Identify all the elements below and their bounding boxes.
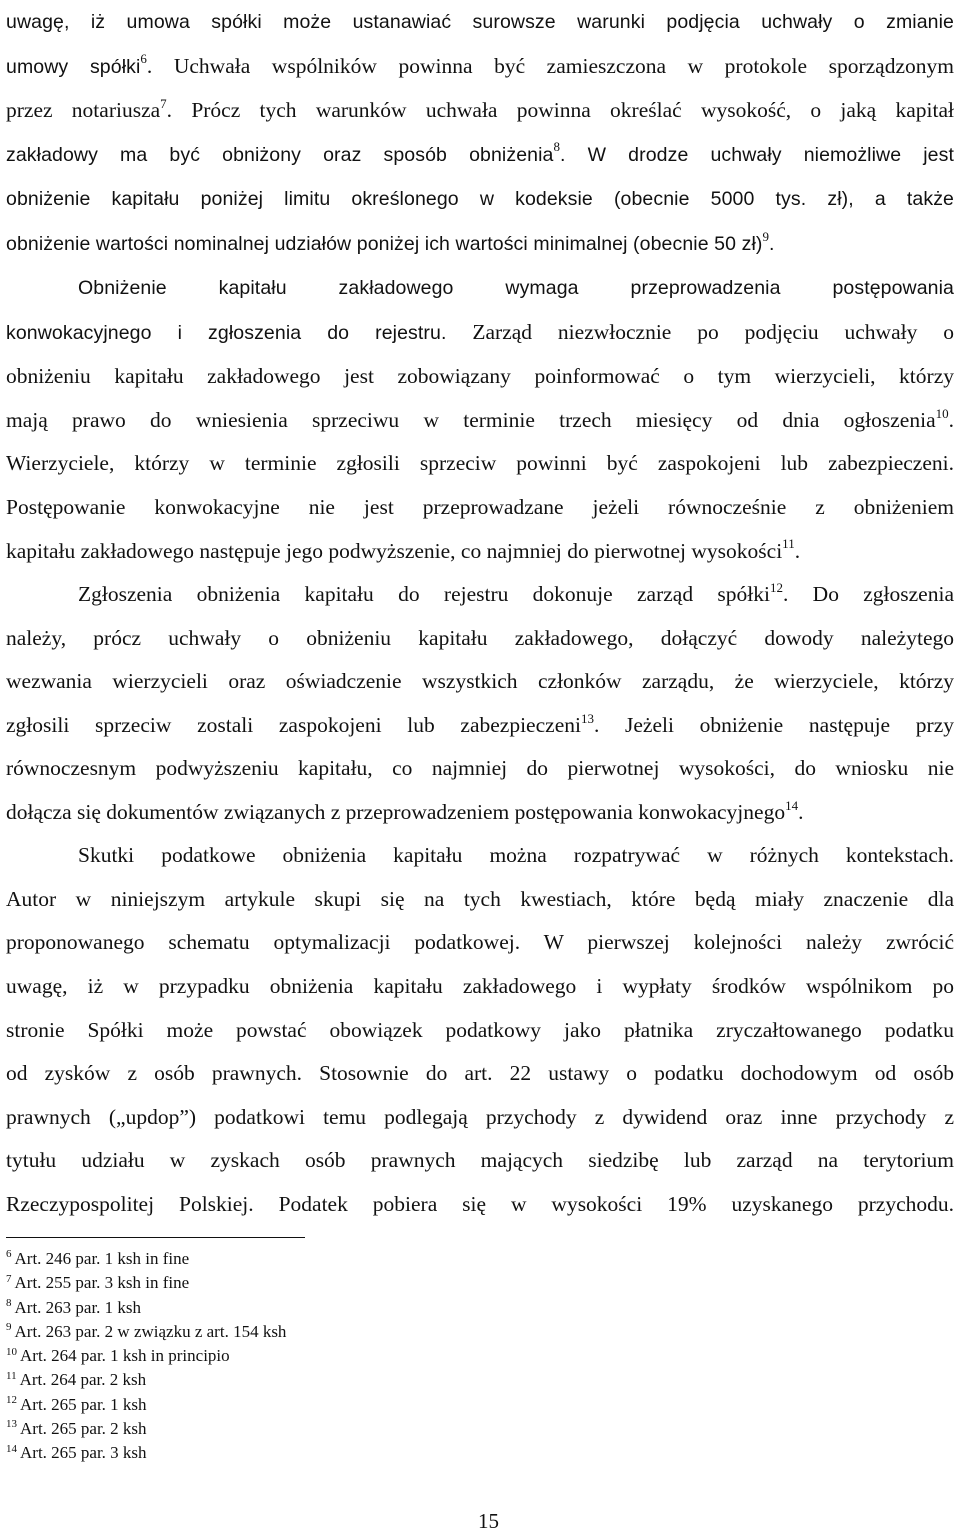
text-run: . [948, 407, 954, 432]
text-run: obniżeniu kapitału zakładowego jest zobowiązany poinformować o tym wierzycieli, którzy [6, 364, 954, 389]
text-run: równoczesnym podwyższeniu kapitału, co najmniej do pierwotnej wysokości, do wniosku nie [6, 756, 954, 781]
footnote-number: 10 [6, 1345, 17, 1358]
text-run: . [794, 538, 801, 563]
text-run: Zgłoszenia obniżenia kapitału do rejestru dokonuje zarząd spółki [78, 582, 770, 607]
body-line [6, 177, 954, 222]
text-run: Autor w niniejszym artykule skupi się na tych kwestiach, które będą miały znaczenie dla [6, 886, 954, 911]
footnote-reference: 14 [785, 797, 799, 813]
text-run: Obniżenie kapitału zakładowego wymaga przeprowadzenia postępowania [78, 277, 954, 300]
body-line [6, 747, 954, 791]
body-line [6, 1009, 954, 1053]
footnote-reference: 8 [553, 139, 560, 155]
body-line [6, 878, 954, 922]
footnote-number: 9 [6, 1321, 12, 1334]
footnote-number: 6 [6, 1248, 12, 1261]
text-run: obniżenie kapitału poniżej limitu określonego w kodeksie (obecnie 5000 tys. zł), a także [6, 188, 954, 211]
footnote-reference: 12 [769, 579, 783, 595]
body-line [6, 222, 954, 267]
text-run: Rzeczypospolitej Polskiej. Podatek pobiera się w wysokości 19% uzyskanego przychodu. [6, 1191, 954, 1216]
footnote-reference: 10 [935, 405, 949, 421]
text-run: tytułu udziału w zyskach osób prawnych mających siedzibę lub zarząd na terytorium [6, 1148, 954, 1173]
page-number: 15 [478, 1509, 499, 1533]
body-line [6, 1096, 954, 1140]
body-text [6, 0, 954, 1226]
body-line [6, 355, 954, 399]
footnote-text: Art. 264 par. 1 ksh in principio [20, 1346, 230, 1366]
body-line [6, 0, 954, 45]
footnote-reference: 9 [762, 228, 769, 244]
footnote-number: 7 [6, 1272, 12, 1285]
body-line [6, 266, 954, 311]
footnote-item [6, 1320, 286, 1344]
text-run: uwagę, iż umowa spółki może ustanawiać surowsze warunki podjęcia uchwały o zmianie [6, 11, 954, 33]
text-run: zgłosili sprzeciw zostali zaspokojeni lub zabezpieczeni [6, 712, 581, 737]
text-run: prawnych („updop”) podatkowi temu podlegają przychody z dywidend oraz inne przychody z [6, 1104, 954, 1129]
text-run: uwagę, iż w przypadku obniżenia kapitału zakładowego i wypłaty środków wspólnikom po [6, 974, 954, 999]
body-line [6, 921, 954, 965]
body-line [6, 834, 954, 878]
text-run: obniżenie wartości nominalnej udziałów poniżej ich wartości minimalnej (obecnie 50 zł) [6, 232, 763, 255]
text-run: . Do zgłoszenia [782, 582, 954, 607]
footnote-reference: 6 [140, 51, 147, 67]
text-run: wezwania wierzycieli oraz oświadczenie wszystkich członków zarządu, że wierzyciele, którzy [6, 669, 954, 694]
footnote-text: Art. 265 par. 2 ksh [20, 1419, 147, 1439]
text-run: Skutki podatkowe obniżenia kapitału można rozpatrywać w różnych kontekstach. [78, 843, 954, 868]
text-run: Zarząd niezwłocznie po podjęciu uchwały o [446, 319, 954, 344]
footnote-number: 13 [6, 1418, 17, 1431]
text-run: mają prawo do wniesienia sprzeciwu w terminie trzech miesięcy od dnia ogłoszenia [6, 407, 936, 432]
footnote-text: Art. 265 par. 1 ksh [20, 1394, 147, 1414]
footnote-reference: 11 [782, 536, 795, 552]
text-run: stronie Spółki może powstać obowiązek podatkowy jako płatnika zryczałtowanego podatku [6, 1017, 954, 1042]
footnote-item [6, 1417, 286, 1441]
text-run: Wierzyciele, którzy w terminie zgłosili sprzeciw powinni być zaspokojeni lub zabezpieczeni. [6, 451, 954, 476]
footnote-text: Art. 264 par. 2 ksh [19, 1370, 147, 1390]
body-line [6, 573, 954, 617]
text-run: . W drodze uchwały niemożliwe jest [559, 143, 954, 166]
text-run: przez notariusza [6, 98, 161, 123]
footnote-text: Art. 263 par. 1 ksh [14, 1297, 142, 1317]
footnote-item [6, 1247, 286, 1271]
body-line [6, 965, 954, 1009]
body-line [6, 617, 954, 661]
body-line [6, 530, 954, 574]
text-run: . Uchwała wspólników powinna być zamieszczona w protokole sporządzonym [146, 53, 954, 78]
text-run: zakładowy ma być obniżony oraz sposób obniżenia [6, 143, 554, 166]
footnote-item [6, 1344, 286, 1368]
body-line [6, 704, 954, 748]
footnote-item [6, 1393, 286, 1417]
footnote-text: Art. 263 par. 2 w związku z art. 154 ksh [14, 1321, 287, 1341]
body-line [6, 89, 954, 133]
body-line [6, 1183, 954, 1227]
text-run: . [768, 232, 775, 255]
footnote-reference: 13 [580, 710, 594, 726]
footnotes-list [6, 1247, 286, 1466]
footnote-number: 8 [6, 1296, 12, 1309]
footnote-item [6, 1441, 286, 1465]
footnote-number: 11 [6, 1369, 17, 1382]
footnote-text: Art. 255 par. 3 ksh in fine [14, 1273, 190, 1293]
text-run: należy, prócz uchwały o obniżeniu kapitału zakładowego, dołączyć dowody należytego [6, 625, 954, 650]
body-line [6, 133, 954, 178]
body-line [6, 660, 954, 704]
body-line [6, 442, 954, 486]
footnote-text: Art. 265 par. 3 ksh [20, 1443, 147, 1463]
footnote-number: 12 [6, 1394, 17, 1407]
footnote-item [6, 1296, 286, 1320]
text-run: od zysków z osób prawnych. Stosownie do art. 22 ustawy o podatku dochodowym od osób [6, 1061, 954, 1086]
document-page [6, 0, 954, 1226]
text-run: . Prócz tych warunków uchwała powinna określać wysokość, o jaką kapitał [166, 98, 954, 123]
text-run: . Jeżeli obniżenie następuje przy [593, 712, 954, 737]
body-line [6, 791, 954, 835]
text-run: . [798, 799, 804, 824]
footnote-item [6, 1271, 286, 1295]
text-run: konwokacyjnego i zgłoszenia do rejestru. [6, 321, 447, 344]
body-line [6, 1139, 954, 1183]
footnote-number: 14 [6, 1442, 17, 1455]
text-run: proponowanego schematu optymalizacji podatkowej. W pierwszej kolejności należy zwrócić [6, 930, 954, 955]
body-line [6, 486, 954, 530]
body-line [6, 399, 954, 443]
text-run: dołącza się dokumentów związanych z przeprowadzeniem postępowania konwokacyjnego [6, 799, 786, 824]
text-run: kapitału zakładowego następuje jego podwyższenie, co najmniej do pierwotnej wysokości [6, 538, 783, 563]
footnote-text: Art. 246 par. 1 ksh in fine [14, 1249, 190, 1268]
text-run: Postępowanie konwokacyjne nie jest przeprowadzane jeżeli równocześnie z obniżeniem [6, 495, 954, 520]
body-line [6, 45, 954, 90]
text-run: umowy spółki [6, 55, 141, 78]
footnote-separator [6, 1237, 305, 1238]
footnote-reference: 7 [160, 95, 167, 111]
footnote-item [6, 1368, 286, 1392]
body-line [6, 311, 954, 356]
body-line [6, 1052, 954, 1096]
